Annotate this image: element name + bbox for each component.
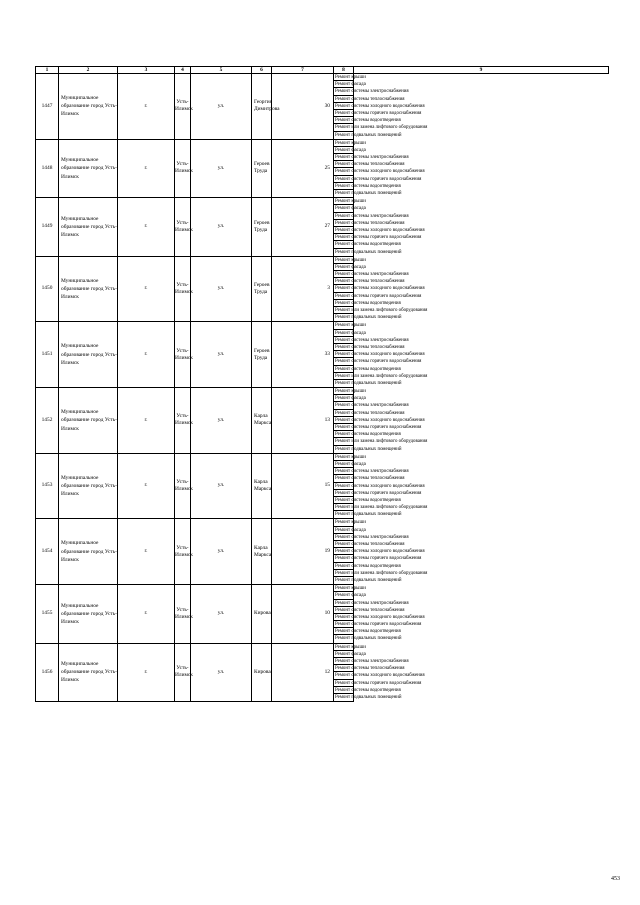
work-item: Ремонт системы холодного водоснабжения	[335, 103, 425, 109]
work-item: Ремонт системы электроснабжения	[335, 155, 409, 161]
work-item: Ремонт подвальных помещений	[335, 446, 402, 452]
work-item: Ремонт системы холодного водоснабжения	[335, 352, 425, 358]
work-item: Ремонт системы водоотведения	[335, 183, 401, 189]
locality-type: г.	[118, 256, 175, 322]
work-item: Ремонт системы теплоснабжения	[335, 476, 405, 482]
house-number: 27	[272, 198, 334, 257]
work-item: Ремонт системы холодного водоснабжения	[335, 417, 425, 423]
work-item: Ремонт фасада	[335, 264, 366, 270]
work-item: Ремонт системы водоотведения	[335, 497, 401, 503]
municipality-name: Муниципальное образование город Усть-Илимск	[59, 585, 118, 644]
work-item: Ремонт фасада	[335, 396, 366, 402]
col-header-6: 6	[252, 67, 272, 74]
street-type: ул.	[191, 198, 252, 257]
work-item: Ремонт системы электроснабжения	[335, 337, 409, 343]
municipality-name: Муниципальное образование город Усть-Илимск	[59, 643, 118, 702]
work-item: Ремонт системы электроснабжения	[335, 403, 409, 409]
street-name: Карла Маркса	[252, 453, 272, 519]
street-name: Карла Маркса	[252, 388, 272, 454]
work-item: Ремонт крыши	[335, 586, 366, 592]
row-number: 1447	[36, 74, 59, 140]
work-item: Ремонт системы теплоснабжения	[335, 162, 405, 168]
city-name: Усть-Илимск	[175, 585, 191, 644]
works-cell	[334, 322, 428, 388]
column-number-row	[36, 67, 609, 74]
work-item: Ремонт системы электроснабжения	[335, 534, 409, 540]
house-number: 15	[272, 453, 334, 519]
city-name: Усть-Илимск	[175, 643, 191, 702]
street-name: Георгия Димитрова	[252, 74, 272, 140]
work-item: Ремонт системы водоотведения	[335, 629, 401, 635]
work-item: Ремонт крыши	[335, 257, 366, 263]
house-number: 30	[272, 74, 334, 140]
works-cell	[334, 256, 428, 322]
works-list	[334, 644, 425, 702]
street-type: ул.	[191, 388, 252, 454]
work-item: Ремонт фасада	[335, 461, 366, 467]
work-item: Ремонт системы теплоснабжения	[335, 344, 405, 350]
locality-type: г.	[118, 585, 175, 644]
works-cell	[334, 388, 428, 454]
city-name: Усть-Илимск	[175, 388, 191, 454]
work-item: Ремонт подвальных помещений	[335, 694, 402, 700]
work-item: Ремонт системы теплоснабжения	[335, 542, 405, 547]
works-list	[334, 322, 428, 387]
works-cell	[334, 453, 428, 519]
street-name: Кирова	[252, 643, 272, 702]
work-item: Ремонт или замена лифтового оборудования	[335, 505, 428, 511]
work-item: Ремонт системы электроснабжения	[335, 600, 409, 606]
col-header-7: 7	[272, 67, 334, 74]
municipality-name: Муниципальное образование город Усть-Илимск	[59, 74, 118, 140]
work-item: Ремонт крыши	[335, 199, 366, 205]
work-item: Ремонт подвальных помещений	[335, 249, 402, 255]
work-item: Ремонт системы водоотведения	[335, 118, 401, 124]
work-item: Ремонт подвальных помещений	[335, 380, 402, 386]
street-name: Героев Труда	[252, 256, 272, 322]
work-item: Ремонт фасада	[335, 330, 366, 336]
locality-type: г.	[118, 643, 175, 702]
work-item: Ремонт или замена лифтового оборудования	[335, 308, 428, 313]
municipality-name: Муниципальное образование город Усть-Илимск	[59, 139, 118, 198]
table-row	[36, 74, 609, 140]
work-item: Ремонт системы электроснабжения	[335, 213, 409, 219]
work-item: Ремонт системы водоотведения	[335, 366, 401, 372]
works-cell	[334, 139, 425, 198]
municipality-name: Муниципальное образование город Усть-Илимск	[59, 322, 118, 388]
city-name: Усть-Илимск	[175, 453, 191, 519]
row-number: 1452	[36, 388, 59, 454]
municipality-name: Муниципальное образование город Усть-Илимск	[59, 256, 118, 322]
row-number: 1454	[36, 519, 59, 585]
locality-type: г.	[118, 453, 175, 519]
work-item: Ремонт системы теплоснабжения	[335, 666, 405, 672]
street-type: ул.	[191, 322, 252, 388]
street-type: ул.	[191, 453, 252, 519]
street-type: ул.	[191, 74, 252, 140]
locality-type: г.	[118, 388, 175, 454]
table-row	[36, 256, 609, 322]
city-name: Усть-Илимск	[175, 74, 191, 140]
locality-type: г.	[118, 139, 175, 198]
row-number: 1449	[36, 198, 59, 257]
work-item: Ремонт системы водоотведения	[335, 432, 401, 438]
work-item: Ремонт или замена лифтового оборудования	[335, 570, 428, 576]
work-item: Ремонт крыши	[335, 140, 366, 146]
table-row	[36, 139, 609, 198]
capital-repair-table	[35, 66, 609, 702]
work-item: Ремонт фасада	[335, 651, 366, 657]
work-item: Ремонт системы горячего водоснабжения	[335, 235, 422, 241]
work-item: Ремонт подвальных помещений	[335, 315, 402, 321]
col-header-3: 3	[118, 67, 175, 74]
work-item: Ремонт системы электроснабжения	[335, 89, 409, 95]
col-header-2: 2	[59, 67, 118, 74]
work-item: Ремонт системы горячего водоснабжения	[335, 622, 422, 628]
work-item: Ремонт системы водоотведения	[335, 242, 401, 248]
work-item: Ремонт системы горячего водоснабжения	[335, 110, 422, 116]
work-item: Ремонт системы теплоснабжения	[335, 279, 405, 285]
work-item: Ремонт системы теплоснабжения	[335, 96, 405, 102]
work-item: Ремонт системы горячего водоснабжения	[335, 176, 422, 182]
city-name: Усть-Илимск	[175, 519, 191, 585]
row-number: 1456	[36, 643, 59, 702]
work-item: Ремонт системы холодного водоснабжения	[335, 549, 425, 555]
table-row	[36, 322, 609, 388]
municipality-name: Муниципальное образование город Усть-Илимск	[59, 519, 118, 585]
house-number: 13	[272, 388, 334, 454]
work-item: Ремонт системы горячего водоснабжения	[335, 359, 422, 365]
col-header-4: 4	[175, 67, 191, 74]
row-number: 1451	[36, 322, 59, 388]
house-number: 19	[272, 519, 334, 585]
work-item: Ремонт подвальных помещений	[335, 512, 402, 518]
work-item: Ремонт подвальных помещений	[335, 191, 402, 196]
col-header-9: 9	[354, 67, 609, 74]
municipality-name: Муниципальное образование город Усть-Илимск	[59, 453, 118, 519]
work-item: Ремонт системы холодного водоснабжения	[335, 286, 425, 292]
street-type: ул.	[191, 643, 252, 702]
work-item: Ремонт системы теплоснабжения	[335, 220, 405, 226]
city-name: Усть-Илимск	[175, 322, 191, 388]
works-cell	[334, 74, 428, 140]
works-cell	[334, 643, 425, 702]
table-row	[36, 643, 609, 702]
row-number: 1448	[36, 139, 59, 198]
work-item: Ремонт крыши	[335, 644, 366, 650]
work-item: Ремонт системы электроснабжения	[335, 272, 409, 278]
col-header-8: 8	[334, 67, 354, 74]
work-item: Ремонт системы горячего водоснабжения	[335, 425, 422, 430]
work-item: Ремонт системы горячего водоснабжения	[335, 490, 422, 496]
col-header-1: 1	[36, 67, 59, 74]
works-list	[334, 140, 425, 198]
work-item: Ремонт системы холодного водоснабжения	[335, 169, 425, 175]
work-item: Ремонт системы теплоснабжения	[335, 410, 405, 416]
work-item: Ремонт системы теплоснабжения	[335, 607, 405, 613]
works-list	[334, 257, 428, 322]
street-name: Карла Маркса	[252, 519, 272, 585]
work-item: Ремонт фасада	[335, 147, 366, 153]
works-list	[334, 198, 425, 256]
locality-type: г.	[118, 519, 175, 585]
work-item: Ремонт системы горячего водоснабжения	[335, 556, 422, 562]
work-item: Ремонт подвальных помещений	[335, 636, 402, 642]
street-type: ул.	[191, 256, 252, 322]
work-item: Ремонт или замена лифтового оборудования	[335, 373, 428, 379]
work-item: Ремонт или замена лифтового оборудования	[335, 125, 428, 131]
work-item: Ремонт системы водоотведения	[335, 563, 401, 569]
work-item: Ремонт подвальных помещений	[335, 132, 402, 138]
work-item: Ремонт фасада	[335, 206, 366, 212]
city-name: Усть-Илимск	[175, 139, 191, 198]
table-row	[36, 453, 609, 519]
row-number: 1450	[36, 256, 59, 322]
street-name: Героев Труда	[252, 198, 272, 257]
locality-type: г.	[118, 74, 175, 140]
table-body	[36, 74, 609, 702]
city-name: Усть-Илимск	[175, 198, 191, 257]
locality-type: г.	[118, 322, 175, 388]
work-item: Ремонт системы водоотведения	[335, 687, 401, 693]
municipality-name: Муниципальное образование город Усть-Илимск	[59, 388, 118, 454]
work-item: Ремонт системы холодного водоснабжения	[335, 227, 425, 233]
works-cell	[334, 198, 425, 257]
row-number: 1455	[36, 585, 59, 644]
work-item: Ремонт или замена лифтового оборудования	[335, 439, 428, 445]
work-item: Ремонт системы водоотведения	[335, 300, 401, 306]
work-item: Ремонт крыши	[335, 323, 366, 329]
work-item: Ремонт фасада	[335, 593, 366, 599]
works-cell	[334, 519, 428, 585]
table-row	[36, 519, 609, 585]
works-list	[334, 454, 428, 519]
work-item: Ремонт крыши	[335, 520, 366, 526]
work-item: Ремонт фасада	[335, 527, 366, 533]
works-list	[334, 585, 425, 643]
work-item: Ремонт системы холодного водоснабжения	[335, 673, 425, 679]
street-name: Героев Труда	[252, 139, 272, 198]
work-item: Ремонт фасада	[335, 82, 366, 88]
work-item: Ремонт системы электроснабжения	[335, 469, 409, 475]
works-list	[334, 388, 428, 453]
work-item: Ремонт системы электроснабжения	[335, 659, 409, 664]
street-type: ул.	[191, 519, 252, 585]
house-number: 3	[272, 256, 334, 322]
table-row	[36, 388, 609, 454]
street-name: Кирова	[252, 585, 272, 644]
page-number: 453	[611, 876, 620, 882]
street-type: ул.	[191, 585, 252, 644]
work-item: Ремонт крыши	[335, 389, 366, 395]
house-number: 12	[272, 643, 334, 702]
work-item: Ремонт крыши	[335, 75, 366, 80]
street-type: ул.	[191, 139, 252, 198]
col-header-5: 5	[191, 67, 252, 74]
works-cell	[334, 585, 425, 644]
house-number: 33	[272, 322, 334, 388]
municipality-name: Муниципальное образование город Усть-Илимск	[59, 198, 118, 257]
street-name: Героев Труда	[252, 322, 272, 388]
works-list	[334, 74, 428, 139]
works-list	[334, 519, 428, 584]
row-number: 1453	[36, 453, 59, 519]
work-item: Ремонт системы холодного водоснабжения	[335, 614, 425, 620]
city-name: Усть-Илимск	[175, 256, 191, 322]
house-number: 10	[272, 585, 334, 644]
work-item: Ремонт системы горячего водоснабжения	[335, 293, 422, 299]
house-number: 25	[272, 139, 334, 198]
table-row	[36, 198, 609, 257]
locality-type: г.	[118, 198, 175, 257]
work-item: Ремонт подвальных помещений	[335, 577, 402, 583]
table-row	[36, 585, 609, 644]
work-item: Ремонт системы горячего водоснабжения	[335, 680, 422, 686]
work-item: Ремонт системы холодного водоснабжения	[335, 483, 425, 489]
work-item: Ремонт крыши	[335, 454, 366, 460]
